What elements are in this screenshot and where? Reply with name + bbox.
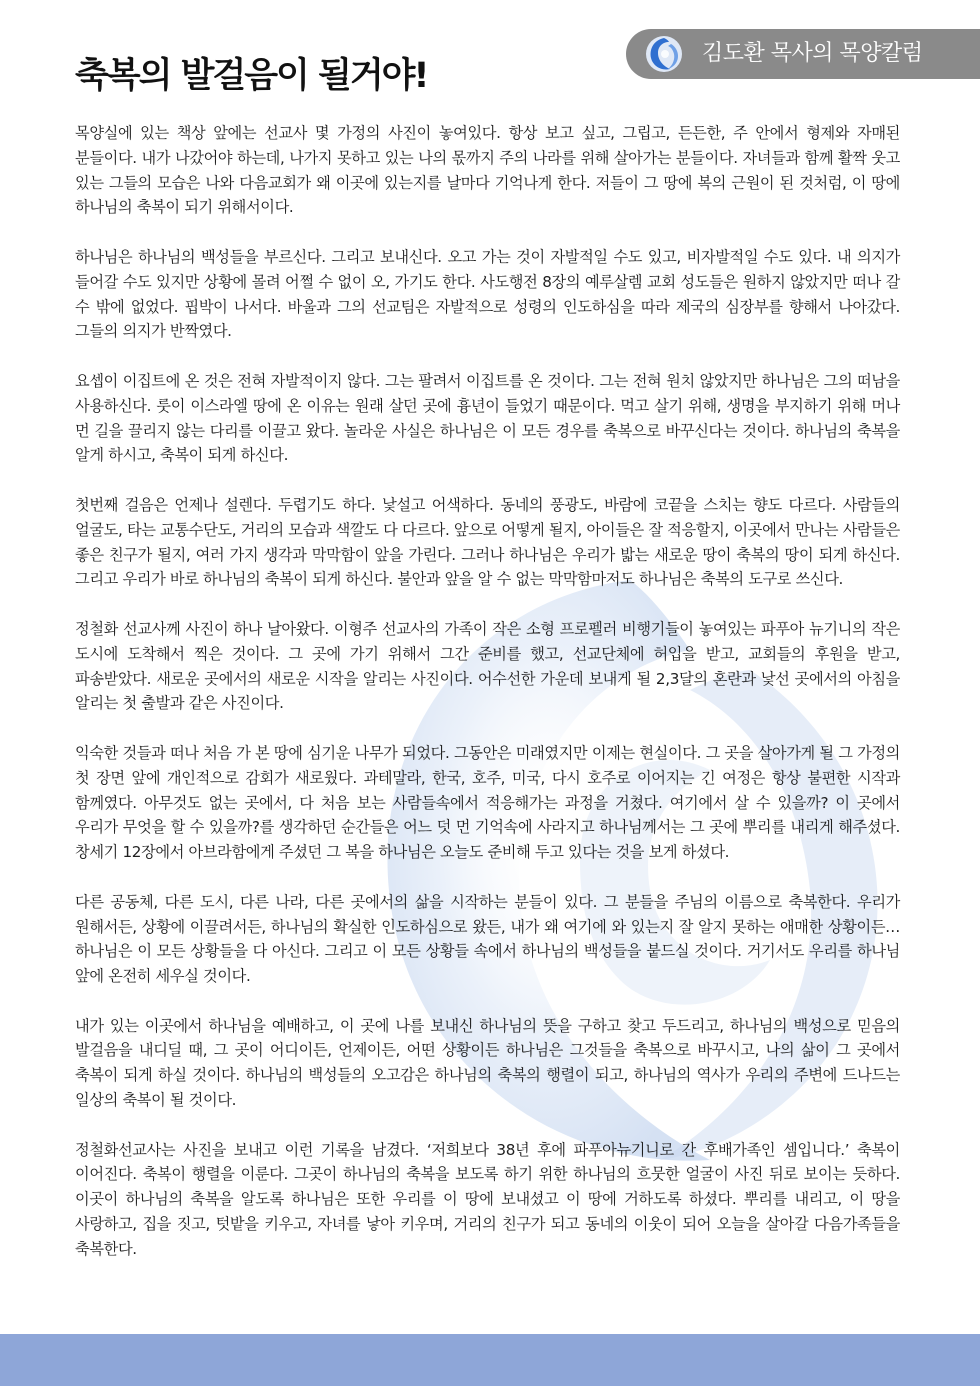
paragraph: 요셉이 이집트에 온 것은 전혀 자발적이지 않다. 그는 팔려서 이집트를 온 것이다. 그는 전혀 원치 않았지만 하나님은 그의 떠남을 사용하신다. 룻이 이스라엘 땅에 온 이유는 원래 살던 곳에 흉년이 들었기 때문이다. 먹고 살기 위해, 생명을 부지하기 위해 머나 먼 길을 끌리지 않는 다리를 이끌고 왔다. 놀라운 사실은 하나님은 이 모든 경우를 축복으로 바꾸신다는 것이다. 하나님의 축복을 알게 하시고, 축복이 되게 하신다. [75,371,900,465]
column-header-title: 김도환 목사의 목양칼럼 [702,41,923,66]
paragraph: 하나님은 하나님의 백성들을 부르신다. 그리고 보내신다. 오고 가는 것이 자발적일 수도 있고, 비자발적일 수도 있다. 내 의지가 들어갈 수도 있지만 상황에 몰려 어쩔 수 없이 오, 가기도 한다. 사도행전 8장의 예루살렘 교회 성도들은 원하지 않았지만 떠나 갈 수 밖에 없었다. 핍박이 나서다. 바울과 그의 선교팀은 자발적으로 성령의 인도하심을 따라 제국의 심장부를 향해서 나아갔다. 그들의 의지가 반짝였다. [75,247,900,341]
church-swirl-logo-icon [644,34,684,74]
paragraph: 정철화 선교사께 사진이 하나 날아왔다. 이형주 선교사의 가족이 작은 소형 프로펠러 비행기들이 놓여있는 파푸아 뉴기니의 작은 도시에 도착해서 찍은 것이다. 그 곳에 가기 위해서 그간 준비를 했고, 선교단체에 허입을 받고, 교회들의 후원을 받고, 파송받았다. 새로운 곳에서의 새로운 시작을 알리는 사진이다. 어수선한 가운데 보내게 될 2,3달의 혼란과 낯선 곳에서의 아침을 알리는 첫 출발과 같은 사진이다. [75,619,900,713]
article-body [75,121,900,1286]
paragraph: 다른 공동체, 다른 도시, 다른 나라, 다른 곳에서의 삶을 시작하는 분들이 있다. 그 분들을 주님의 이름으로 축복한다. 우리가 원해서든, 상황에 이끌려서든, 하나님의 확실한 인도하심으로 왔든, 내가 왜 여기에 와 있는지 잘 알지 못하는 애매한 상황이든… 하나님은 이 모든 상황들을 다 아신다. 그리고 이 모든 상황들 속에서 하나님의 백성들을 붙드실 것이다. 거기서도 우리를 하나님 앞에 온전히 세우실 것이다. [75,892,900,986]
column-header-banner [626,29,980,79]
page-title: 축복의 발걸음이 될거야! [75,56,428,96]
footer-band [0,1334,980,1386]
paragraph: 목양실에 있는 책상 앞에는 선교사 몇 가정의 사진이 놓여있다. 항상 보고 싶고, 그립고, 든든한, 주 안에서 형제와 자매된 분들이다. 내가 나갔어야 하는데, 나가지 못하고 있는 나의 몫까지 주의 나라를 위해 살아가는 분들이다. 자녀들과 함께 활짝 웃고 있는 그들의 모습은 나와 다음교회가 왜 이곳에 있는지를 날마다 기억나게 한다. 저들이 그 땅에 복의 근원이 된 것처럼, 이 땅에 하나님의 축복이 되기 위해서이다. [75,124,900,217]
paragraph: 익숙한 것들과 떠나 처음 가 본 땅에 심기운 나무가 되었다. 그동안은 미래였지만 이제는 현실이다. 그 곳을 살아가게 될 그 가정의 첫 장면 앞에 개인적으로 감회가 새로웠다. 과테말라, 한국, 호주, 미국, 다시 호주로 이어지는 긴 여정은 항상 불편한 시작과 함께였다. 아무것도 없는 곳에서, 다 처음 보는 사람들속에서 적응해가는 과정을 거쳤다. 여기에서 살 수 있을까? 이 곳에서 우리가 무엇을 할 수 있을까?를 생각하던 순간들은 어느 덧 먼 기억속에 사라지고 하나님께서는 그 곳에 뿌리를 내리게 해주셨다. 창세기 12장에서 아브라함에게 주셨던 그 복을 하나님은 오늘도 준비해 두고 있다는 것을 보게 하셨다. [75,743,900,862]
paragraph: 첫번째 걸음은 언제나 설렌다. 두렵기도 하다. 낯설고 어색하다. 동네의 풍광도, 바람에 코끝을 스치는 향도 다르다. 사람들의 얼굴도, 타는 교통수단도, 거리의 모습과 색깔도 다 다르다. 앞으로 어떻게 될지, 아이들은 잘 적응할지, 이곳에서 만나는 사람들은 좋은 친구가 될지, 여러 가지 생각과 막막함이 앞을 가린다. 그러나 하나님은 우리가 밟는 새로운 땅이 축복의 땅이 되게 하신다. 그리고 우리가 바로 하나님의 축복이 되게 하신다. 불안과 앞을 알 수 없는 막막함마저도 하나님은 축복의 도구로 쓰신다. [75,495,900,589]
paragraph: 내가 있는 이곳에서 하나님을 예배하고, 이 곳에 나를 보내신 하나님의 뜻을 구하고 찾고 두드리고, 하나님의 백성으로 믿음의 발걸음을 내디딜 때, 그 곳이 어디이든, 언제이든, 어떤 상황이든 하나님은 그것들을 축복으로 바꾸시고, 나의 삶이 그 곳에서 축복이 되게 하실 것이다. 하나님의 백성들의 오고감은 하나님의 축복의 행렬이 되고, 하나님의 역사가 우리의 주변에 드나드는 일상의 축복이 될 것이다. [75,1016,900,1110]
paragraph: 정철화선교사는 사진을 보내고 이런 기록을 남겼다. ‘저희보다 38년 후에 파푸아뉴기니로 간 후배가족인 셈입니다.’ 축복이 이어진다. 축복이 행렬을 이룬다. 그곳이 하나님의 축복을 보도록 하기 위한 하나님의 흐뭇한 얼굴이 사진 뒤로 보이는 듯하다. 이곳이 하나님의 축복을 알도록 하나님은 또한 우리를 이 땅에 보내셨고 이 땅에 거하도록 하셨다. 뿌리를 내리고, 이 땅을 사랑하고, 집을 짓고, 텃밭을 키우고, 자녀를 낳아 키우며, 거리의 친구가 되고 동네의 이웃이 되어 오늘을 살아갈 다음가족들을 축복한다. [75,1140,900,1258]
